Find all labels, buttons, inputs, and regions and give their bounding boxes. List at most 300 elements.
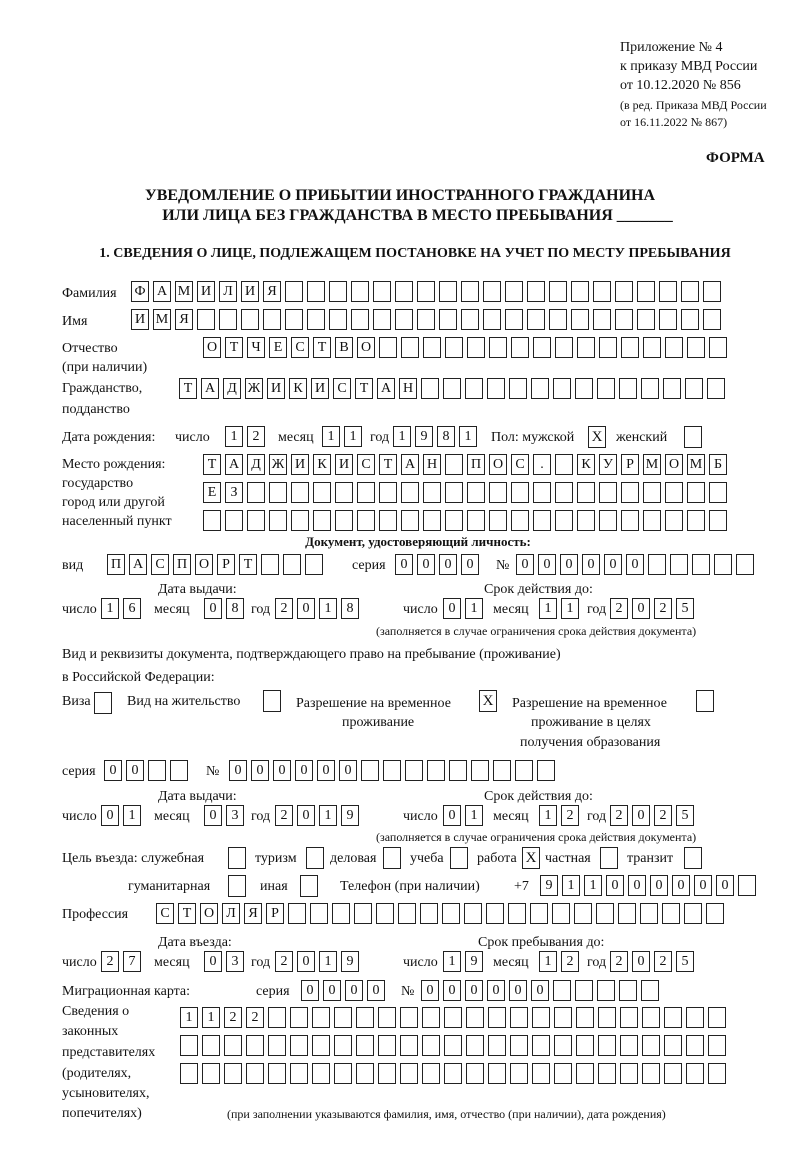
permit-issue-month-field[interactable] (204, 805, 244, 826)
char-cell[interactable] (659, 309, 677, 330)
char-cell[interactable]: 3 (226, 951, 244, 972)
char-cell[interactable] (527, 281, 545, 302)
char-cell[interactable] (685, 378, 703, 399)
char-cell[interactable]: 9 (341, 951, 359, 972)
char-cell[interactable]: 5 (676, 598, 694, 619)
char-cell[interactable]: А (401, 454, 419, 475)
purpose-business-checkbox[interactable] (383, 847, 401, 869)
char-cell[interactable]: 9 (465, 951, 483, 972)
purpose-official-checkbox[interactable] (228, 847, 246, 869)
char-cell[interactable]: 0 (251, 760, 269, 781)
char-cell[interactable]: 8 (341, 598, 359, 619)
char-cell[interactable]: М (153, 309, 171, 330)
char-cell[interactable] (356, 1063, 374, 1084)
char-cell[interactable] (246, 1035, 264, 1056)
char-cell[interactable] (376, 903, 394, 924)
char-cell[interactable]: Л (222, 903, 240, 924)
char-cell[interactable]: 0 (509, 980, 527, 1001)
char-cell[interactable]: . (533, 454, 551, 475)
char-cell[interactable] (335, 510, 353, 531)
char-cell[interactable]: 1 (202, 1007, 220, 1028)
char-cell[interactable]: 1 (319, 805, 337, 826)
residence-checkbox[interactable] (263, 690, 281, 712)
char-cell[interactable] (290, 1007, 308, 1028)
purpose-humanitarian-checkbox[interactable] (228, 875, 246, 897)
char-cell[interactable] (332, 903, 350, 924)
permit-valid-day-field[interactable] (443, 805, 483, 826)
char-cell[interactable]: С (511, 454, 529, 475)
char-cell[interactable] (511, 337, 529, 358)
char-cell[interactable] (334, 1063, 352, 1084)
migration-series-field[interactable] (301, 980, 385, 1001)
char-cell[interactable] (401, 510, 419, 531)
char-cell[interactable]: 0 (339, 760, 357, 781)
char-cell[interactable] (620, 1035, 638, 1056)
char-cell[interactable]: 0 (538, 554, 556, 575)
char-cell[interactable] (465, 378, 483, 399)
char-cell[interactable] (269, 482, 287, 503)
char-cell[interactable]: 0 (606, 875, 624, 896)
char-cell[interactable]: 0 (626, 554, 644, 575)
char-cell[interactable] (361, 760, 379, 781)
permit-number-field[interactable] (229, 760, 555, 781)
char-cell[interactable] (577, 482, 595, 503)
char-cell[interactable]: 2 (275, 598, 293, 619)
char-cell[interactable] (335, 482, 353, 503)
birth-year-field[interactable] (393, 426, 477, 447)
char-cell[interactable]: Т (239, 554, 257, 575)
char-cell[interactable] (442, 903, 460, 924)
char-cell[interactable] (202, 1035, 220, 1056)
char-cell[interactable]: Л (219, 281, 237, 302)
char-cell[interactable]: К (313, 454, 331, 475)
char-cell[interactable]: 2 (654, 805, 672, 826)
char-cell[interactable] (643, 482, 661, 503)
char-cell[interactable] (329, 309, 347, 330)
char-cell[interactable] (307, 281, 325, 302)
birth-day-field[interactable] (225, 426, 265, 447)
char-cell[interactable]: О (195, 554, 213, 575)
char-cell[interactable] (422, 1035, 440, 1056)
char-cell[interactable]: 2 (561, 951, 579, 972)
char-cell[interactable]: У (599, 454, 617, 475)
char-cell[interactable] (444, 1035, 462, 1056)
char-cell[interactable] (659, 281, 677, 302)
char-cell[interactable] (508, 903, 526, 924)
char-cell[interactable]: Ж (245, 378, 263, 399)
char-cell[interactable] (334, 1035, 352, 1056)
char-cell[interactable] (405, 760, 423, 781)
char-cell[interactable] (351, 281, 369, 302)
char-cell[interactable]: 0 (650, 875, 668, 896)
char-cell[interactable]: М (687, 454, 705, 475)
char-cell[interactable]: И (267, 378, 285, 399)
char-cell[interactable] (709, 510, 727, 531)
char-cell[interactable]: 1 (539, 805, 557, 826)
char-cell[interactable]: 0 (204, 805, 222, 826)
char-cell[interactable] (664, 1007, 682, 1028)
char-cell[interactable] (620, 1007, 638, 1028)
char-cell[interactable] (148, 760, 166, 781)
char-cell[interactable] (466, 1035, 484, 1056)
sex-male-checkbox[interactable]: X (588, 426, 606, 448)
char-cell[interactable] (510, 1035, 528, 1056)
citizenship-field[interactable] (179, 378, 725, 399)
char-cell[interactable] (395, 281, 413, 302)
char-cell[interactable]: 1 (459, 426, 477, 447)
char-cell[interactable] (620, 1063, 638, 1084)
char-cell[interactable]: С (151, 554, 169, 575)
char-cell[interactable] (378, 1035, 396, 1056)
char-cell[interactable] (593, 281, 611, 302)
char-cell[interactable] (593, 309, 611, 330)
char-cell[interactable] (423, 337, 441, 358)
char-cell[interactable] (420, 903, 438, 924)
char-cell[interactable] (180, 1035, 198, 1056)
char-cell[interactable] (489, 337, 507, 358)
char-cell[interactable] (483, 309, 501, 330)
char-cell[interactable]: 0 (465, 980, 483, 1001)
char-cell[interactable] (686, 1007, 704, 1028)
char-cell[interactable]: 2 (247, 426, 265, 447)
char-cell[interactable] (268, 1007, 286, 1028)
char-cell[interactable]: О (200, 903, 218, 924)
char-cell[interactable]: Т (355, 378, 373, 399)
char-cell[interactable]: 2 (654, 598, 672, 619)
char-cell[interactable] (290, 1063, 308, 1084)
char-cell[interactable] (532, 1063, 550, 1084)
char-cell[interactable]: С (156, 903, 174, 924)
char-cell[interactable]: 0 (443, 980, 461, 1001)
char-cell[interactable] (555, 510, 573, 531)
char-cell[interactable] (554, 1063, 572, 1084)
entry-day-field[interactable] (101, 951, 141, 972)
char-cell[interactable] (687, 337, 705, 358)
permit-issue-day-field[interactable] (101, 805, 141, 826)
char-cell[interactable] (686, 1063, 704, 1084)
char-cell[interactable]: Т (225, 337, 243, 358)
char-cell[interactable] (288, 903, 306, 924)
char-cell[interactable]: 0 (487, 980, 505, 1001)
char-cell[interactable] (307, 309, 325, 330)
char-cell[interactable] (664, 1063, 682, 1084)
char-cell[interactable]: 1 (393, 426, 411, 447)
char-cell[interactable] (598, 1035, 616, 1056)
char-cell[interactable] (224, 1063, 242, 1084)
char-cell[interactable]: 0 (716, 875, 734, 896)
char-cell[interactable]: 1 (584, 875, 602, 896)
char-cell[interactable] (709, 337, 727, 358)
char-cell[interactable] (483, 281, 501, 302)
char-cell[interactable] (373, 281, 391, 302)
migration-number-field[interactable] (421, 980, 659, 1001)
char-cell[interactable] (618, 903, 636, 924)
char-cell[interactable] (461, 281, 479, 302)
char-cell[interactable] (417, 309, 435, 330)
reps-field-2[interactable] (180, 1035, 726, 1056)
char-cell[interactable] (241, 309, 259, 330)
char-cell[interactable] (444, 1007, 462, 1028)
doc-number-field[interactable] (516, 554, 754, 575)
char-cell[interactable] (417, 281, 435, 302)
char-cell[interactable]: 0 (297, 598, 315, 619)
char-cell[interactable]: Т (179, 378, 197, 399)
char-cell[interactable] (313, 510, 331, 531)
char-cell[interactable]: И (311, 378, 329, 399)
char-cell[interactable] (180, 1063, 198, 1084)
permit-valid-month-field[interactable] (539, 805, 579, 826)
char-cell[interactable] (597, 378, 615, 399)
char-cell[interactable] (648, 554, 666, 575)
char-cell[interactable]: 0 (443, 598, 461, 619)
char-cell[interactable] (493, 760, 511, 781)
char-cell[interactable]: 9 (540, 875, 558, 896)
char-cell[interactable] (555, 454, 573, 475)
char-cell[interactable]: 0 (604, 554, 622, 575)
char-cell[interactable]: Е (203, 482, 221, 503)
char-cell[interactable]: Н (399, 378, 417, 399)
char-cell[interactable] (531, 378, 549, 399)
char-cell[interactable] (549, 309, 567, 330)
char-cell[interactable] (692, 554, 710, 575)
char-cell[interactable] (487, 378, 505, 399)
char-cell[interactable] (197, 309, 215, 330)
char-cell[interactable] (533, 510, 551, 531)
char-cell[interactable] (576, 1007, 594, 1028)
char-cell[interactable] (599, 337, 617, 358)
char-cell[interactable] (598, 1007, 616, 1028)
char-cell[interactable]: 0 (632, 951, 650, 972)
stay-month-field[interactable] (539, 951, 579, 972)
char-cell[interactable]: 0 (323, 980, 341, 1001)
doc-issue-year-field[interactable] (275, 598, 359, 619)
reps-field-1[interactable] (180, 1007, 726, 1028)
char-cell[interactable] (443, 378, 461, 399)
char-cell[interactable] (310, 903, 328, 924)
char-cell[interactable] (247, 510, 265, 531)
char-cell[interactable]: 2 (561, 805, 579, 826)
char-cell[interactable]: 0 (461, 554, 479, 575)
char-cell[interactable]: Т (178, 903, 196, 924)
char-cell[interactable]: Я (263, 281, 281, 302)
char-cell[interactable]: 2 (101, 951, 119, 972)
char-cell[interactable] (400, 1063, 418, 1084)
char-cell[interactable] (291, 510, 309, 531)
char-cell[interactable]: 0 (632, 805, 650, 826)
char-cell[interactable]: 0 (531, 980, 549, 1001)
char-cell[interactable]: В (335, 337, 353, 358)
char-cell[interactable] (621, 510, 639, 531)
char-cell[interactable]: 8 (437, 426, 455, 447)
char-cell[interactable]: 0 (101, 805, 119, 826)
purpose-study-checkbox[interactable] (450, 847, 468, 869)
char-cell[interactable] (665, 482, 683, 503)
char-cell[interactable] (383, 760, 401, 781)
char-cell[interactable] (549, 281, 567, 302)
char-cell[interactable] (530, 903, 548, 924)
char-cell[interactable] (467, 510, 485, 531)
char-cell[interactable]: 0 (273, 760, 291, 781)
char-cell[interactable]: 5 (676, 951, 694, 972)
doc-kind-field[interactable] (107, 554, 323, 575)
char-cell[interactable] (577, 337, 595, 358)
char-cell[interactable] (357, 510, 375, 531)
char-cell[interactable] (423, 482, 441, 503)
char-cell[interactable] (621, 482, 639, 503)
char-cell[interactable] (379, 510, 397, 531)
char-cell[interactable] (379, 337, 397, 358)
char-cell[interactable]: П (467, 454, 485, 475)
char-cell[interactable] (665, 510, 683, 531)
char-cell[interactable]: 0 (104, 760, 122, 781)
char-cell[interactable] (357, 482, 375, 503)
char-cell[interactable] (489, 482, 507, 503)
purpose-tourism-checkbox[interactable] (306, 847, 324, 869)
char-cell[interactable] (527, 309, 545, 330)
char-cell[interactable] (575, 980, 593, 1001)
birth-month-field[interactable] (322, 426, 362, 447)
char-cell[interactable]: Р (217, 554, 235, 575)
char-cell[interactable] (219, 309, 237, 330)
entry-month-field[interactable] (204, 951, 244, 972)
char-cell[interactable] (665, 337, 683, 358)
char-cell[interactable]: Ч (247, 337, 265, 358)
char-cell[interactable] (532, 1035, 550, 1056)
char-cell[interactable]: 5 (676, 805, 694, 826)
char-cell[interactable] (703, 309, 721, 330)
char-cell[interactable]: А (153, 281, 171, 302)
char-cell[interactable] (445, 482, 463, 503)
char-cell[interactable]: 0 (421, 980, 439, 1001)
char-cell[interactable] (597, 980, 615, 1001)
char-cell[interactable] (640, 903, 658, 924)
char-cell[interactable] (532, 1007, 550, 1028)
char-cell[interactable] (356, 1007, 374, 1028)
char-cell[interactable] (269, 510, 287, 531)
char-cell[interactable]: 6 (123, 598, 141, 619)
char-cell[interactable] (283, 554, 301, 575)
char-cell[interactable]: Я (244, 903, 262, 924)
char-cell[interactable] (471, 760, 489, 781)
char-cell[interactable]: 1 (539, 951, 557, 972)
char-cell[interactable]: 0 (628, 875, 646, 896)
char-cell[interactable] (662, 903, 680, 924)
char-cell[interactable]: О (357, 337, 375, 358)
char-cell[interactable]: 1 (443, 951, 461, 972)
char-cell[interactable]: 2 (275, 805, 293, 826)
char-cell[interactable] (533, 337, 551, 358)
char-cell[interactable] (422, 1007, 440, 1028)
char-cell[interactable]: К (577, 454, 595, 475)
char-cell[interactable] (401, 337, 419, 358)
char-cell[interactable] (736, 554, 754, 575)
char-cell[interactable]: 0 (204, 951, 222, 972)
stay-year-field[interactable] (610, 951, 694, 972)
reps-field-3[interactable] (180, 1063, 726, 1084)
char-cell[interactable]: 0 (229, 760, 247, 781)
char-cell[interactable]: Ф (131, 281, 149, 302)
birthplace-field-3[interactable] (203, 510, 727, 531)
char-cell[interactable] (571, 281, 589, 302)
permit-issue-year-field[interactable] (275, 805, 359, 826)
char-cell[interactable]: 2 (275, 951, 293, 972)
char-cell[interactable]: 0 (345, 980, 363, 1001)
char-cell[interactable] (467, 482, 485, 503)
char-cell[interactable] (378, 1007, 396, 1028)
char-cell[interactable] (687, 482, 705, 503)
char-cell[interactable] (395, 309, 413, 330)
char-cell[interactable]: А (129, 554, 147, 575)
char-cell[interactable] (706, 903, 724, 924)
char-cell[interactable] (686, 1035, 704, 1056)
visa-checkbox[interactable] (94, 692, 112, 714)
char-cell[interactable] (373, 309, 391, 330)
char-cell[interactable] (738, 875, 756, 896)
char-cell[interactable]: 1 (465, 598, 483, 619)
char-cell[interactable] (312, 1035, 330, 1056)
char-cell[interactable] (642, 1007, 660, 1028)
char-cell[interactable] (577, 510, 595, 531)
char-cell[interactable] (263, 309, 281, 330)
char-cell[interactable]: 1 (561, 598, 579, 619)
char-cell[interactable]: 0 (560, 554, 578, 575)
char-cell[interactable] (643, 337, 661, 358)
patronymic-field[interactable] (203, 337, 727, 358)
char-cell[interactable] (400, 1035, 418, 1056)
char-cell[interactable]: П (173, 554, 191, 575)
char-cell[interactable]: Р (621, 454, 639, 475)
char-cell[interactable]: 1 (225, 426, 243, 447)
char-cell[interactable] (637, 281, 655, 302)
char-cell[interactable] (615, 309, 633, 330)
phone-field[interactable] (540, 875, 756, 896)
entry-year-field[interactable] (275, 951, 359, 972)
char-cell[interactable]: О (203, 337, 221, 358)
profession-field[interactable] (156, 903, 724, 924)
char-cell[interactable]: 0 (126, 760, 144, 781)
char-cell[interactable] (488, 1007, 506, 1028)
char-cell[interactable]: З (225, 482, 243, 503)
char-cell[interactable]: М (175, 281, 193, 302)
char-cell[interactable] (509, 378, 527, 399)
doc-issue-day-field[interactable] (101, 598, 141, 619)
char-cell[interactable] (268, 1035, 286, 1056)
char-cell[interactable]: 0 (297, 951, 315, 972)
name-field[interactable] (131, 309, 721, 330)
char-cell[interactable] (599, 510, 617, 531)
char-cell[interactable]: Б (709, 454, 727, 475)
purpose-other-checkbox[interactable] (300, 875, 318, 897)
char-cell[interactable] (305, 554, 323, 575)
char-cell[interactable]: 0 (417, 554, 435, 575)
char-cell[interactable]: 0 (672, 875, 690, 896)
surname-field[interactable] (131, 281, 721, 302)
doc-valid-month-field[interactable] (539, 598, 579, 619)
char-cell[interactable]: Ж (269, 454, 287, 475)
char-cell[interactable] (422, 1063, 440, 1084)
char-cell[interactable]: 3 (226, 805, 244, 826)
char-cell[interactable] (664, 1035, 682, 1056)
char-cell[interactable] (687, 510, 705, 531)
char-cell[interactable]: И (241, 281, 259, 302)
char-cell[interactable]: 0 (204, 598, 222, 619)
char-cell[interactable]: М (643, 454, 661, 475)
purpose-transit-checkbox[interactable] (684, 847, 702, 869)
char-cell[interactable]: 0 (367, 980, 385, 1001)
char-cell[interactable] (553, 980, 571, 1001)
char-cell[interactable]: 0 (297, 805, 315, 826)
char-cell[interactable]: С (333, 378, 351, 399)
